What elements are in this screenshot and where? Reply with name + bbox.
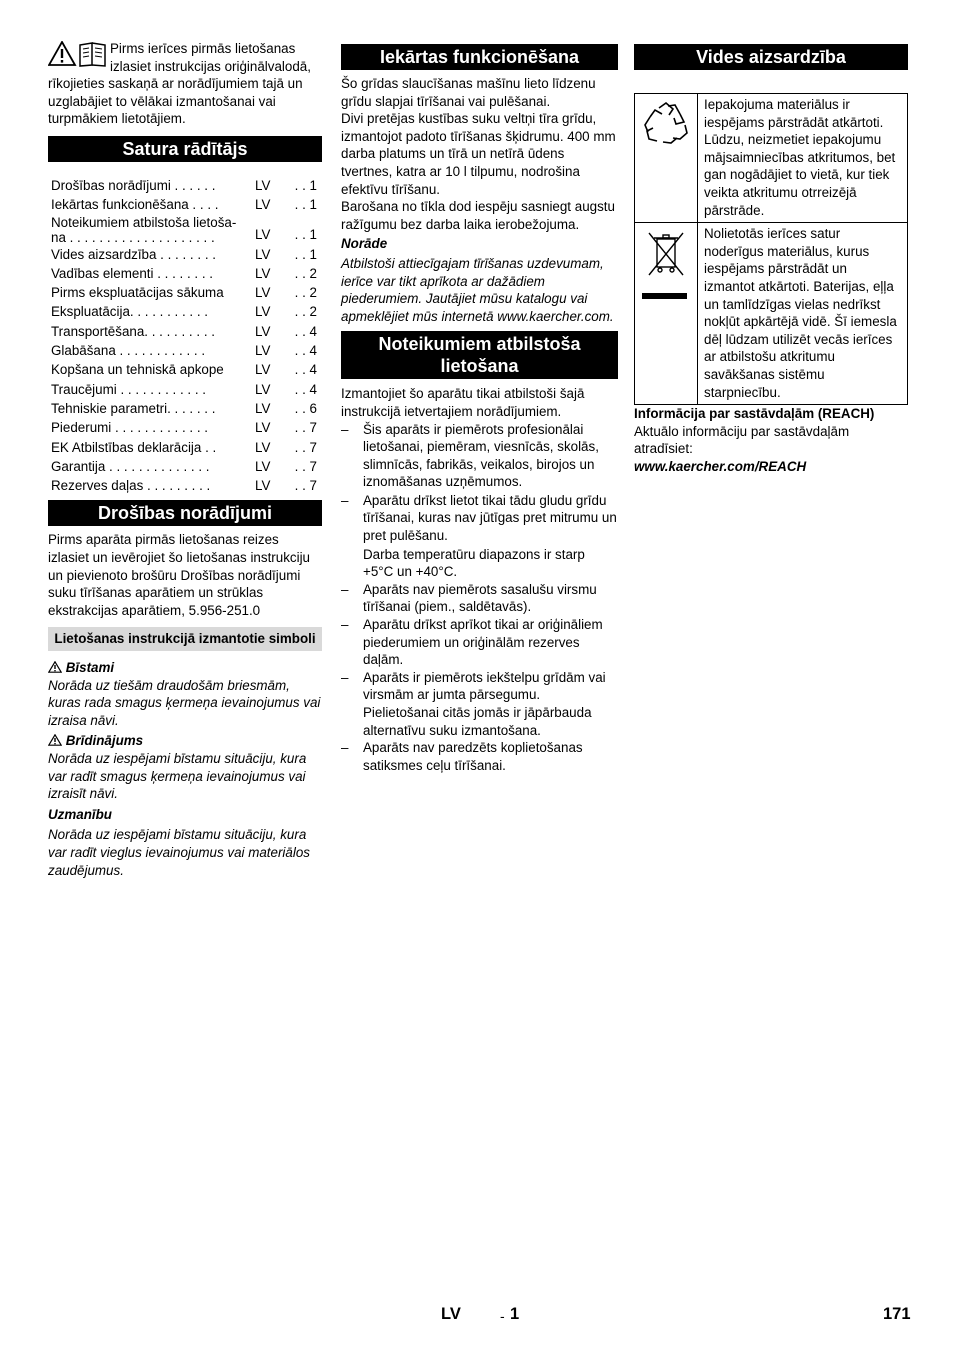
toc-entry-page: . . 4 [294, 362, 317, 378]
toc-row [48, 264, 322, 283]
table-row [635, 223, 908, 405]
function-paragraph-3: Barošana no tīkla dod iespēju sasniegt augstu ražīgumu bez darba laika ierobežojuma. [341, 199, 615, 232]
warning-triangle-icon [49, 42, 75, 65]
function-heading: Iekārtas funkcionēšana [341, 44, 618, 70]
toc-entry-lang: LV [255, 227, 271, 243]
recycle-icon-cell [635, 94, 698, 223]
list-item: – Aparāts nav piemērots sasalušu virsmu tīrīšanai (piem., saldētavās). [341, 581, 618, 616]
warning-manual-icons [48, 41, 110, 69]
warning-small-triangle-icon [48, 733, 66, 748]
toc-entry-title: Vides aizsardzība . . . . . . . . [51, 246, 216, 262]
toc-row [48, 215, 322, 245]
toc-entry-page: . . 2 [294, 285, 317, 301]
list-item [341, 492, 618, 581]
toc-entry-title: Piederumi . . . . . . . . . . . . . [51, 420, 209, 436]
toc-entry-title: EK Atbilstības deklarācija . . [51, 439, 217, 455]
toc-entry-title: Transportēšana. . . . . . . . . . [51, 323, 215, 339]
weee-text: Nolietotās ierīces satur noderīgus materiālus, kurus iespējams pārstrādāt un izmantot atkārtoti. Baterijas, eļļa un tamlīdzīgas vielas nedrīkst nokļūt apkārtējā vidē. Šī iemesla dēļ lūdzam utilizēt vecās ierīces ar atbilstošu atkritumu savākšanas sistēmu starpniecību. [698, 223, 908, 405]
list-item: – Aparāts nav paredzēts koplietošanas satiksmes ceļu tīrīšanai. [341, 739, 618, 774]
environment-heading: Vides aizsardzība [634, 44, 908, 70]
toc-entry-page: . . 4 [294, 323, 317, 339]
toc-row [48, 380, 322, 399]
intended-use-heading: Noteikumiem atbilstoša lietošana [341, 331, 618, 379]
danger-triangle-icon [48, 660, 66, 675]
intended-use-list [341, 421, 618, 775]
toc-row [48, 457, 322, 476]
toc-entry-page: . . 7 [294, 420, 317, 436]
toc-entry-title: Traucējumi . . . . . . . . . . . . [51, 381, 207, 397]
toc-row [48, 399, 322, 418]
recycle-text: Iepakojuma materiālus ir iespējams pārstrādāt atkārtoti. Lūdzu, neizmetiet iepakojumu mājsaimniecības atkritumos, bet gan nogādājiet to vietā, kur tiek veikta atkritumu otrreizējā pārstrāde. [698, 94, 908, 223]
toc-entry-lang: LV [255, 197, 271, 213]
environment-table [634, 93, 908, 405]
column-left [48, 40, 322, 879]
toc-entry-title: Kopšana un tehniskā apkope [51, 362, 224, 378]
danger-label: Bīstami [65, 659, 115, 675]
toc-entry-title: Drošības norādījumi . . . . . . [51, 177, 216, 193]
toc-row [48, 438, 322, 457]
caution-text: Norāda uz iespējami bīstamu situāciju, kura var radīt vieglus ievainojumus vai materiālos zaudējumus. [48, 827, 310, 878]
intro-text: Pirms ierīces pirmās lietošanas izlasiet instrukcijas oriģinālvalodā, rīkojieties saskaņā ar norādījumiem tajā un uzglabājiet to vēlākai izmantošanai vai turpmākiem lietotājiem. [48, 41, 311, 127]
intended-use-intro: Izmantojiet šo aparātu tikai atbilstoši šajā instrukcijā ietvertajiem norādījumiem. [341, 386, 585, 419]
footer-language: LV [441, 1305, 461, 1323]
toc-entry-lang: LV [255, 478, 271, 494]
reach-text: Aktuālo informāciju par sastāvdaļām atradīsiet: [634, 423, 850, 457]
function-paragraph-1: Šo grīdas slaucīšanas mašīnu lieto līdzenu grīdu slapjai tīrīšanai vai pulēšanai. [341, 76, 596, 109]
symbols-heading: Lietošanas instrukcijā izmantotie simboli [48, 627, 322, 651]
warning-text: Norāda uz iespējami bīstamu situāciju, kura var radīt smagus ķermeņa ievainojumus vai izraisīt nāvi. [48, 750, 307, 802]
safety-text: Pirms aparāta pirmās lietošanas reizes izlasiet un ievērojiet šo lietošanas instrukciju un pievienoto brošūru Drošības norādījumi suku tīrīšanas aparātiem un strūklas ekstrakcijas aparātiem, 5.956-251.0 [48, 532, 310, 618]
footer-page-number: 171 [883, 1305, 911, 1323]
toc-entry-page: . . 2 [294, 304, 317, 320]
warning-label: Brīdinājums [65, 733, 144, 749]
toc-row [48, 322, 322, 341]
toc-entry-lang: LV [255, 400, 271, 416]
toc-entry-lang: LV [255, 362, 271, 378]
toc-row [48, 245, 322, 264]
function-paragraph-2: Divi pretējas kustības suku veltņi tīra grīdu, izmantojot padoto tīrīšanas šķidrumu. 400 mm darba platums un tīrā un netīrā ūdens tvertnes, katra ar 10 l tilpumu, nodrošina efektīvu tīrīšanu. [341, 111, 616, 197]
toc-row [48, 418, 322, 437]
toc-row [48, 283, 322, 302]
note-text: Atbilstoši attiecīgajam tīrīšanas uzdevumam, ierīce var tikt aprīkota ar dažādiem piederumiem. Jautājiet mūsu katalogu vai apmeklējiet mūs internetā www.kaercher.com. [341, 255, 614, 324]
toc-entry-lang: LV [255, 439, 271, 455]
toc-entry-page: . . 1 [294, 197, 317, 213]
list-item-text: Aparātu drīkst lietot tikai tādu gludu grīdu tīrīšanai, kuras nav jūtīgas pret mitrumu un pret pulēšanu. [363, 492, 617, 544]
toc-entry-lang: LV [255, 458, 271, 474]
toc-entry-lang: LV [255, 246, 271, 262]
toc-row [48, 195, 322, 214]
footer-dash: - [500, 1308, 505, 1324]
toc-entry-page: . . 1 [294, 177, 317, 193]
toc-entry-page: . . 7 [294, 439, 317, 455]
toc-row [48, 360, 322, 379]
manual-book-icon [80, 43, 105, 66]
toc-entry-title: Tehniskie parametri. . . . . . . [51, 400, 216, 416]
toc-table [48, 176, 322, 495]
toc-entry-title: Garantija . . . . . . . . . . . . . . [51, 458, 210, 474]
toc-entry-page: . . 6 [294, 400, 317, 416]
toc-entry-lang: LV [255, 381, 271, 397]
column-right [634, 44, 908, 475]
warning-label-row [48, 732, 322, 750]
toc-row [48, 341, 322, 360]
toc-entry-lang: LV [255, 177, 271, 193]
reach-link[interactable]: www.kaercher.com/REACH [634, 458, 807, 474]
toc-entry-lang: LV [255, 343, 271, 359]
list-item: – Aparātu drīkst aprīkot tikai ar oriģināliem piederumiem un oriģinālām rezerves daļām. [341, 616, 618, 669]
list-item: – Aparāts ir piemērots iekštelpu grīdām vai virsmām ar jumta pārsegumu. Pielietošanai citās jomās ir jāpārbauda alternatīvu suku izmantošana. [341, 669, 618, 739]
reach-heading: Informācija par sastāvdaļām (REACH) [634, 406, 875, 422]
toc-row [48, 302, 322, 321]
toc-entry-page: . . 1 [294, 227, 317, 243]
toc-entry-title: Noteikumiem atbilstoša lietoša- na . . . . . . . . . . . . . . . . . . . . [51, 214, 237, 245]
caution-label: Uzmanību [48, 806, 112, 822]
toc-entry-page: . . 1 [294, 246, 317, 262]
toc-entry-lang: LV [255, 304, 271, 320]
list-item: – Šis aparāts ir piemērots profesionālai lietošanai, piemēram, viesnīcās, skolās, slimnīcās, fabrikās, veikalos, birojos un iznomāšanas uzņēmumos. [341, 421, 618, 491]
toc-entry-lang: LV [255, 323, 271, 339]
temperature-range-text: Darba temperatūru diapazons ir starp +5°C un +40°C. [363, 546, 585, 580]
danger-text: Norāda uz tiešām draudošām briesmām, kuras rada smagus ķermeņa ievainojumus vai izraisa nāvi. [48, 677, 321, 728]
weee-icon-cell [635, 223, 698, 405]
toc-entry-page: . . 4 [294, 343, 317, 359]
note-label: Norāde [341, 236, 388, 252]
toc-entry-title: Glabāšana . . . . . . . . . . . . [51, 343, 206, 359]
column-middle [341, 44, 618, 774]
toc-entry-title: Vadības elementi . . . . . . . . [51, 265, 214, 281]
danger-label-row [48, 659, 322, 677]
toc-entry-title: Iekārtas funkcionēšana . . . . [51, 197, 219, 213]
safety-heading: Drošības norādījumi [48, 500, 322, 526]
toc-row [48, 176, 322, 195]
footer-local-page: 1 [510, 1305, 520, 1323]
crossed-bin-icon [635, 291, 697, 306]
toc-entry-title: Rezerves daļas . . . . . . . . . [51, 478, 211, 494]
toc-row [48, 476, 322, 495]
toc-entry-page: . . 2 [294, 265, 317, 281]
toc-entry-lang: LV [255, 285, 271, 301]
intro-block [48, 40, 322, 128]
recycle-icon [635, 148, 697, 163]
toc-entry-title: Ekspluatācija. . . . . . . . . . . [51, 304, 209, 320]
toc-entry-lang: LV [255, 420, 271, 436]
toc-entry-page: . . 7 [294, 458, 317, 474]
toc-entry-page: . . 4 [294, 381, 317, 397]
toc-entry-page: . . 7 [294, 478, 317, 494]
toc-entry-lang: LV [255, 265, 271, 281]
table-row [635, 94, 908, 223]
toc-entry-title: Pirms ekspluatācijas sākuma [51, 285, 224, 301]
toc-heading: Satura rādītājs [48, 136, 322, 162]
